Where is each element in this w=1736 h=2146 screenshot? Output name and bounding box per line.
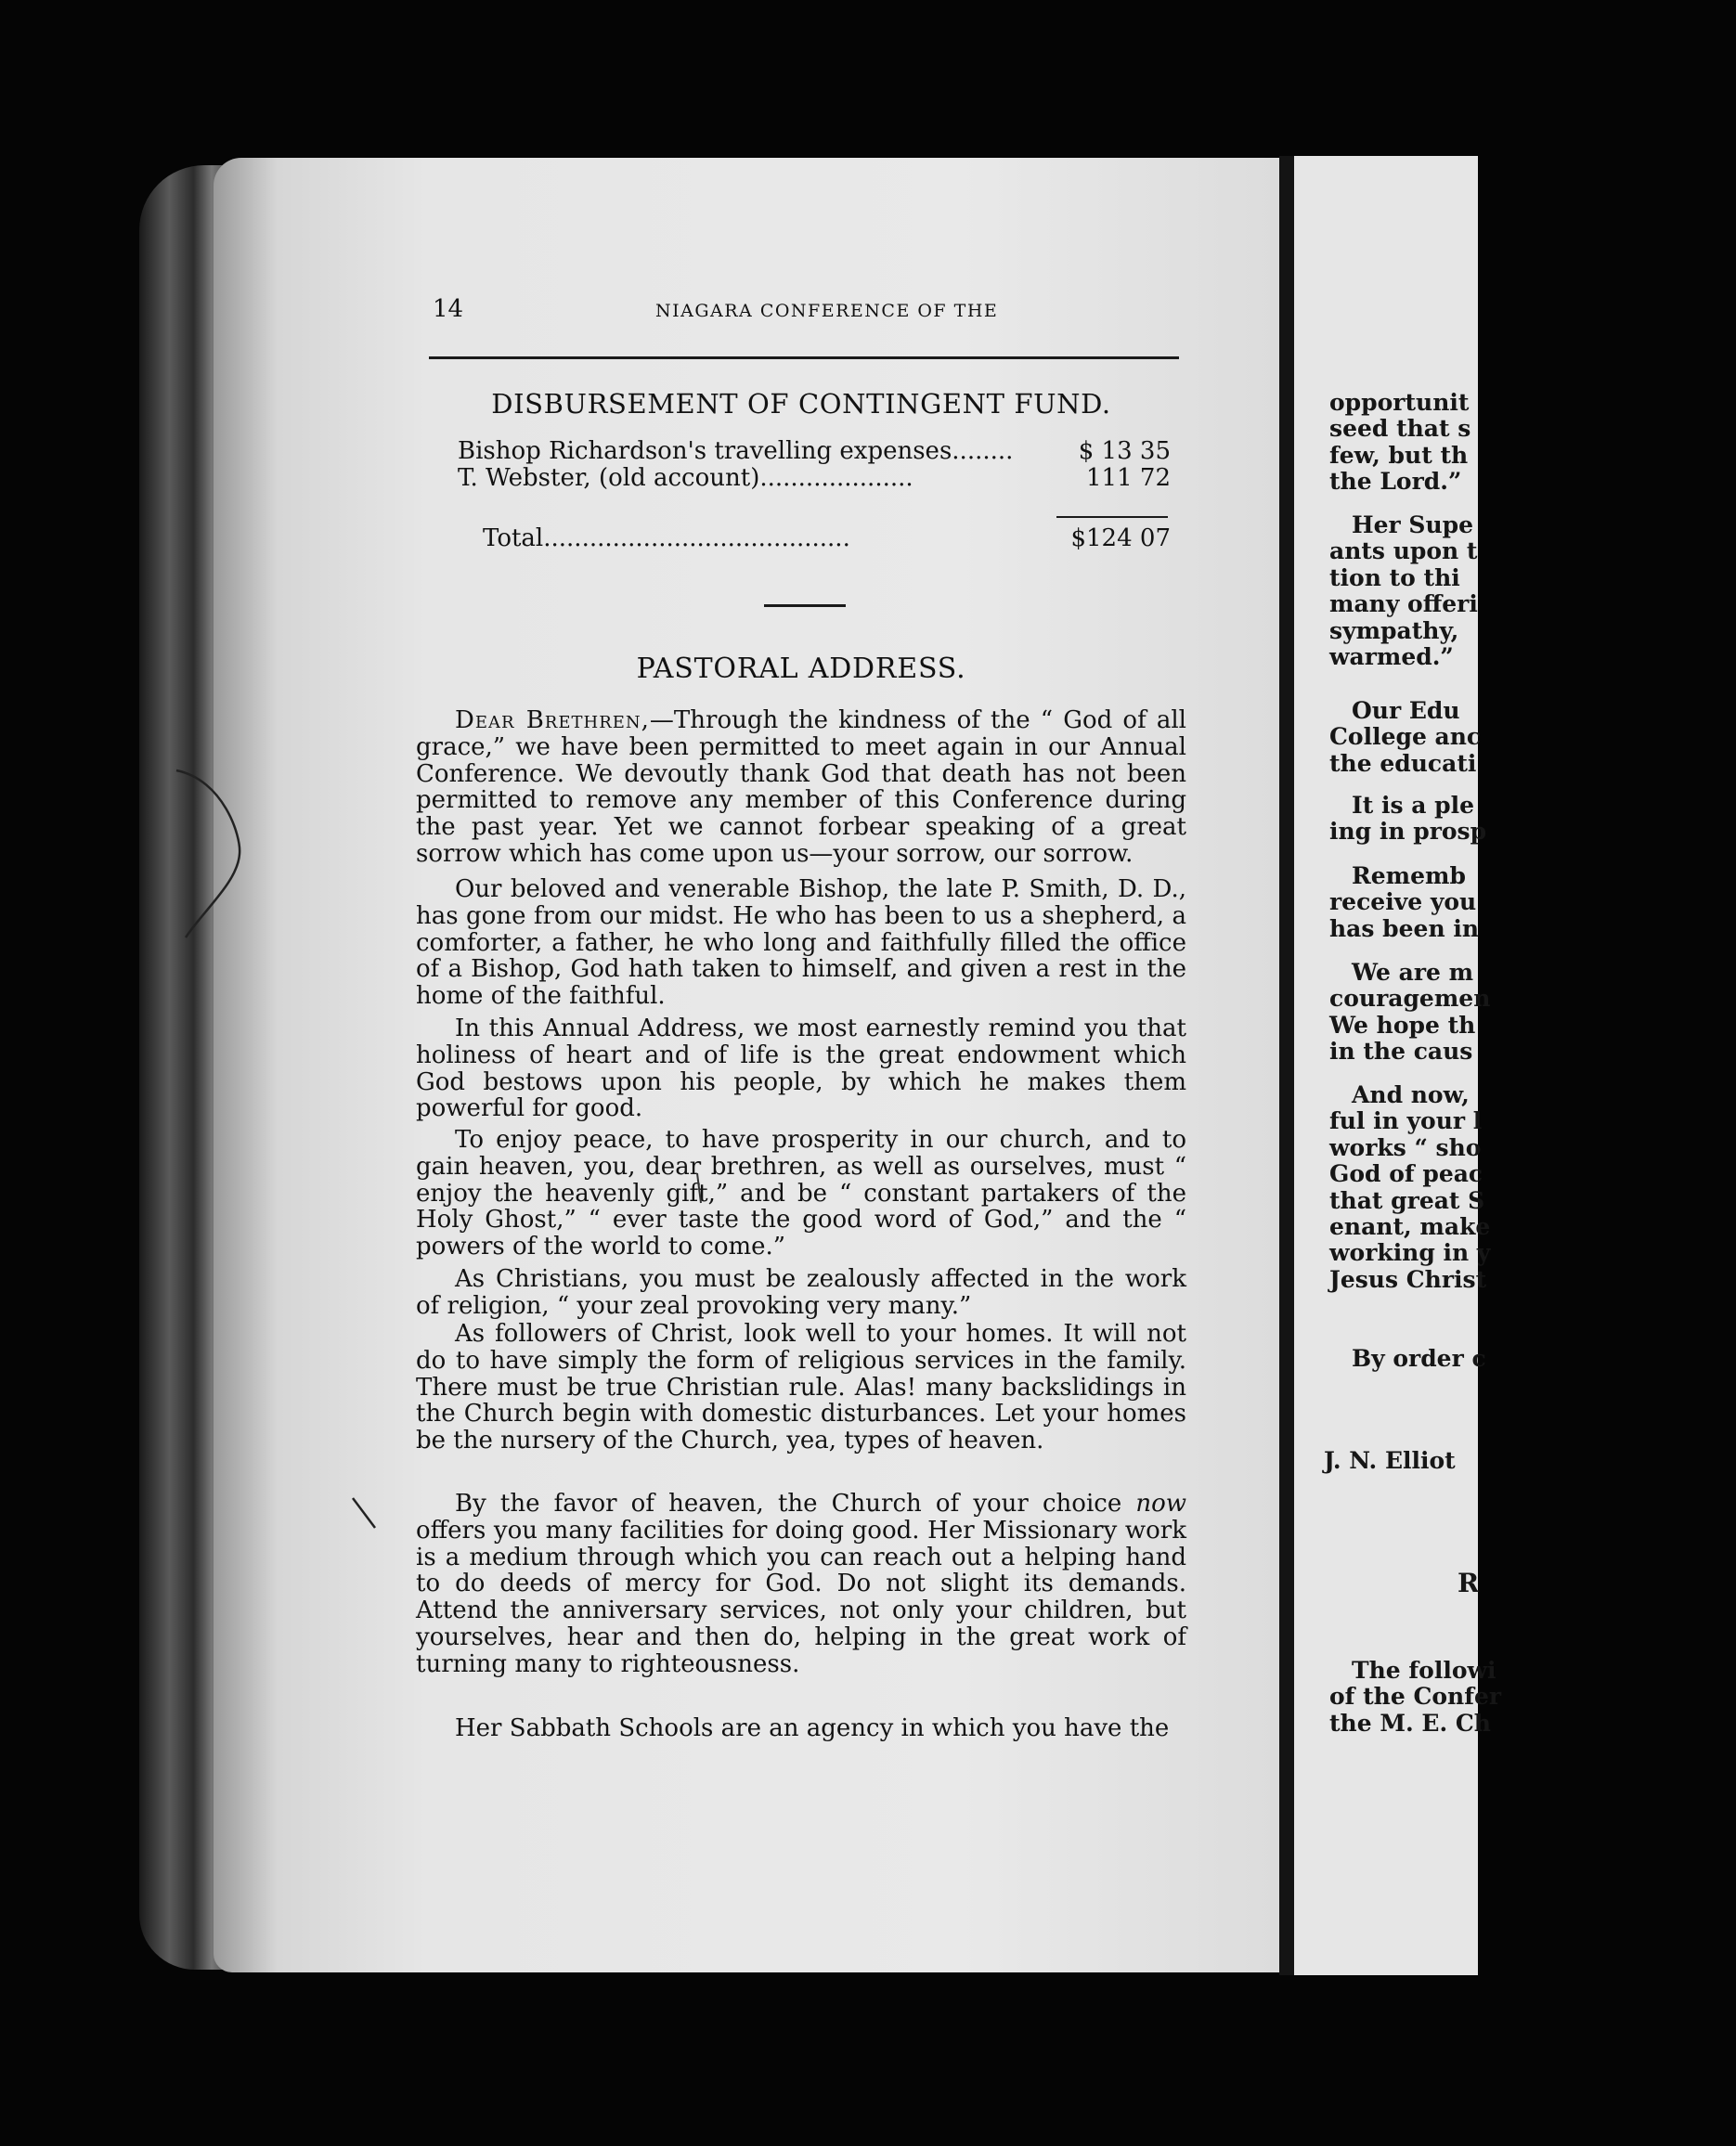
address-paragraph-7 — [416, 1491, 1186, 1678]
facing-line: works “ sho — [1329, 1133, 1482, 1161]
facing-block-5 — [1329, 863, 1608, 942]
address-paragraph-6 — [416, 1321, 1186, 1454]
facing-line: the educati — [1329, 749, 1477, 777]
facing-line: sympathy, — [1329, 616, 1459, 644]
facing-block-7 — [1329, 1082, 1608, 1293]
disbursement-row-label: Bishop Richardson's travelling expenses........ — [458, 437, 1014, 465]
facing-line: couragemen — [1329, 985, 1491, 1013]
facing-line: many offeri — [1329, 590, 1478, 618]
facing-line: enant, make — [1329, 1212, 1491, 1240]
facing-section-letter: R — [1457, 1568, 1480, 1598]
facing-line: ing in prosp — [1329, 818, 1487, 846]
facing-line: working in y — [1329, 1239, 1491, 1267]
facing-block-1 — [1329, 390, 1608, 496]
page-content — [416, 0, 1186, 2146]
facing-by-order: By order c — [1352, 1345, 1486, 1372]
address-paragraph-2 — [416, 876, 1186, 1010]
facing-line: Jesus Christ — [1329, 1265, 1487, 1293]
salutation: Dear Brethren, — [455, 706, 650, 734]
total-amount: $124 07 — [1070, 524, 1171, 552]
paragraph-text: Her Sabbath Schools are an agency in which you have the — [455, 1714, 1170, 1742]
facing-line: seed that s — [1329, 415, 1471, 443]
disbursement-heading: DISBURSEMENT OF CONTINGENT FUND. — [491, 388, 1111, 420]
disbursement-row-amount: $ 13 35 — [1078, 437, 1171, 465]
address-paragraph-1 — [416, 707, 1186, 868]
facing-line: Rememb — [1352, 862, 1466, 889]
facing-block-2 — [1329, 512, 1608, 670]
facing-signature: J. N. Elliot — [1324, 1447, 1456, 1474]
facing-line: Her Supe — [1352, 511, 1474, 538]
pencil-stroke-icon — [694, 1171, 704, 1205]
book-gutter — [1279, 156, 1294, 1975]
facing-line: few, but th — [1329, 441, 1469, 469]
address-paragraph-8 — [416, 1715, 1186, 1742]
facing-line: It is a ple — [1352, 792, 1475, 819]
section-divider — [764, 604, 846, 607]
facing-line: receive you — [1329, 888, 1477, 916]
paragraph-text: By the favor of heaven, the Church of your choice — [455, 1490, 1136, 1518]
paragraph-text: To enjoy peace, to have prosperity in our church, and to gain heaven, you, dear brethren, as well as ourselves, must “ enjoy the heavenly gift,” and be “ constant partakers of the Holy Ghost,” “ ever taste the good word of God,” and the “ powers of the world to come.” — [416, 1126, 1186, 1261]
paragraph-text: Our beloved and venerable Bishop, the late P. Smith, D. D., has gone from our midst. He who has been to us a shepherd, a comforter, a father, he who long and faithfully filled the office of a Bishop, God hath taken to himself, and given a rest in the home of the faithful. — [416, 875, 1186, 1011]
address-paragraph-3 — [416, 1015, 1186, 1122]
margin-tick-mark-icon — [351, 1496, 379, 1533]
facing-line: tion to thi — [1329, 563, 1460, 591]
paragraph-text: In this Annual Address, we most earnestly remind you that holiness of heart and of life is the great endowment which God bestows upon his people, by which he makes them powerful for good. — [416, 1015, 1186, 1123]
disbursement-row-label: T. Webster, (old account).................... — [458, 464, 913, 492]
facing-block-3 — [1329, 698, 1608, 777]
facing-block-6 — [1329, 960, 1608, 1066]
running-head — [433, 295, 1194, 332]
facing-line: of the Confer — [1329, 1683, 1502, 1711]
facing-line: ful in your l — [1329, 1107, 1483, 1135]
disbursement-row-amount: 111 72 — [1086, 464, 1171, 492]
page-number: 14 — [433, 295, 464, 323]
facing-block-8 — [1329, 1658, 1608, 1737]
facing-line: And now, — [1352, 1081, 1470, 1108]
right-facing-page — [1294, 156, 1502, 1975]
header-rule — [429, 356, 1179, 359]
facing-line: opportunit — [1329, 389, 1470, 416]
address-paragraph-4 — [416, 1127, 1186, 1260]
paragraph-text: —Through the kindness of the “ God of all grace,” we have been permitted to meet again in our Annual Conference. We devoutly thank God that death has not been permitted to remove any member of this Conference during the past year. Yet we cannot forbear speaking of a great sorrow which has come upon us—your sorrow, our sorrow. — [416, 706, 1187, 868]
pastoral-address-heading: PASTORAL ADDRESS. — [636, 653, 966, 685]
running-title: NIAGARA CONFERENCE OF THE — [655, 301, 999, 321]
total-label: Total........................................ — [483, 524, 850, 552]
facing-block-4 — [1329, 793, 1608, 846]
facing-line: warmed.” — [1329, 642, 1454, 670]
emphasis-now: now — [1135, 1490, 1186, 1518]
facing-line: that great S — [1329, 1186, 1485, 1214]
facing-line: ants upon t — [1329, 537, 1478, 565]
facing-line: God of peac — [1329, 1160, 1483, 1188]
facing-line: has been in — [1329, 914, 1479, 942]
paragraph-text: As Christians, you must be zealously affected in the work of religion, “ your zeal provoking very many.” — [416, 1265, 1186, 1320]
facing-line: We are m — [1352, 959, 1474, 986]
total-rule — [1056, 516, 1168, 518]
paragraph-text: offers you many facilities for doing good. Her Missionary work is a medium through which you can reach out a helping hand to do deeds of mercy for God. Do not slight its demands. Attend the anniversary services, not only your children, but yourselves, hear and then do, helping in the great work of turning many to righteousness. — [416, 1516, 1186, 1678]
facing-line: The followi — [1352, 1657, 1496, 1684]
facing-line: the Lord.” — [1329, 468, 1462, 496]
margin-pencil-mark-icon — [167, 761, 251, 947]
facing-line: the M. E. Ch — [1329, 1709, 1491, 1737]
facing-line: College anc — [1329, 723, 1482, 751]
facing-line: Our Edu — [1352, 697, 1460, 724]
address-paragraph-5 — [416, 1266, 1186, 1320]
facing-line: in the caus — [1329, 1038, 1473, 1066]
facing-line: We hope th — [1329, 1011, 1476, 1039]
paragraph-text: As followers of Christ, look well to your homes. It will not do to have simply the form of religious services in the family. There must be true Christian rule. Alas! many backslidings in the Church begin with domestic disturbances. Let your homes be the nursery of the Church, yea, types of heaven. — [416, 1320, 1186, 1455]
